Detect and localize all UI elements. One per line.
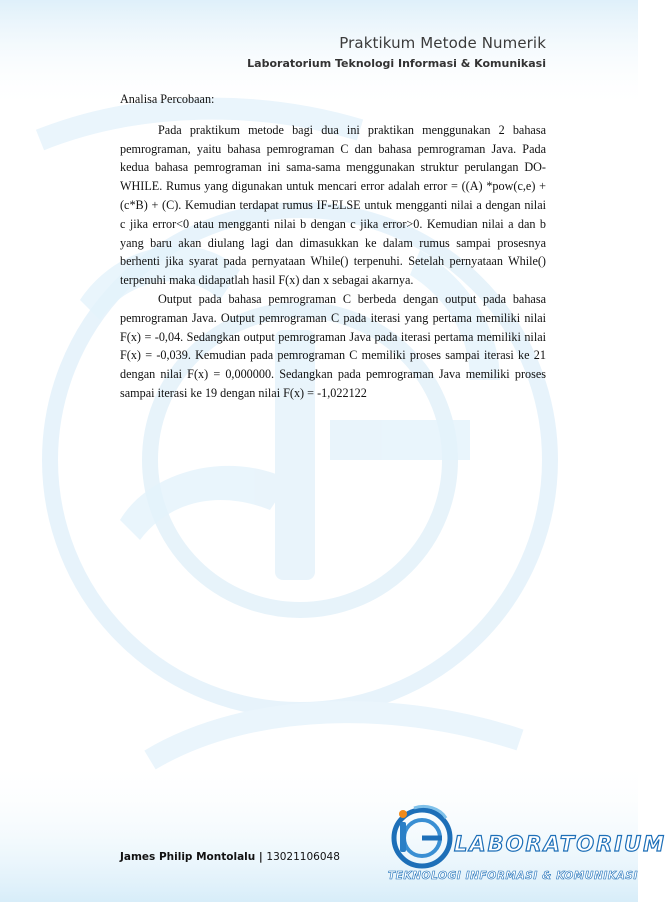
- section-title: Analisa Percobaan:: [120, 92, 215, 106]
- footer-separator: |: [258, 851, 263, 863]
- laboratorium-logo: [384, 800, 666, 896]
- logo-subtitle: TEKNOLOGI INFORMASI & KOMUNIKASI: [388, 870, 638, 882]
- author-name: James Philip Montolalu: [120, 851, 256, 863]
- header-subtitle: Laboratorium Teknologi Informasi & Komunikasi: [247, 57, 546, 70]
- paragraph-1: Pada praktikum metode bagi dua ini praktikan menggunakan 2 bahasa pemrograman, yaitu bahasa pemrograman C dan bahasa pemrograman Java. Pada kedua bahasa pemrograman ini sama-sama menggunakan struktur perulangan DO-WHILE. Rumus yang digunakan untuk mencari error adalah error = ((A) *pow(c,e) + (c*B) + (C). Kemudian terdapat rumus IF-ELSE untuk mengganti nilai a dengan nilai c jika error<0 atau mengganti nilai b dengan c jika error>0. Kemudian nilai a dan b yang baru akan diulang lagi dan dimasukkan ke dalam rumus sampai prosesnya berhenti jika syarat pada pernyataan While() terpenuhi. Setelah pernyataan While() terpenuhi maka didapatlah hasil F(x) dan x sebagai akarnya.: [120, 122, 546, 288]
- author-footer: [120, 851, 340, 863]
- lab-logo-icon: [384, 800, 452, 872]
- header-title: Praktikum Metode Numerik: [339, 34, 546, 52]
- document-body: [120, 90, 546, 403]
- author-nim: 13021106048: [266, 851, 340, 863]
- page-header: [247, 34, 546, 70]
- paragraph-2: Output pada bahasa pemrograman C berbeda dengan output pada bahasa pemrograman Java. Output pemrograman C pada iterasi yang pertama memiliki nilai F(x) = -0,04. Sedangkan output pemrograman Java pada iterasi pertama memiliki nilai F(x) = -0,039. Kemudian pada pemrograman C memiliki proses sampai iterasi ke 21 dengan nilai F(x) = 0,000000. Sedangkan pada pemrograman Java memiliki proses sampai iterasi ke 19 dengan nilai F(x) = -1,022122: [120, 291, 546, 400]
- logo-title: LABORATORIUM: [454, 832, 666, 856]
